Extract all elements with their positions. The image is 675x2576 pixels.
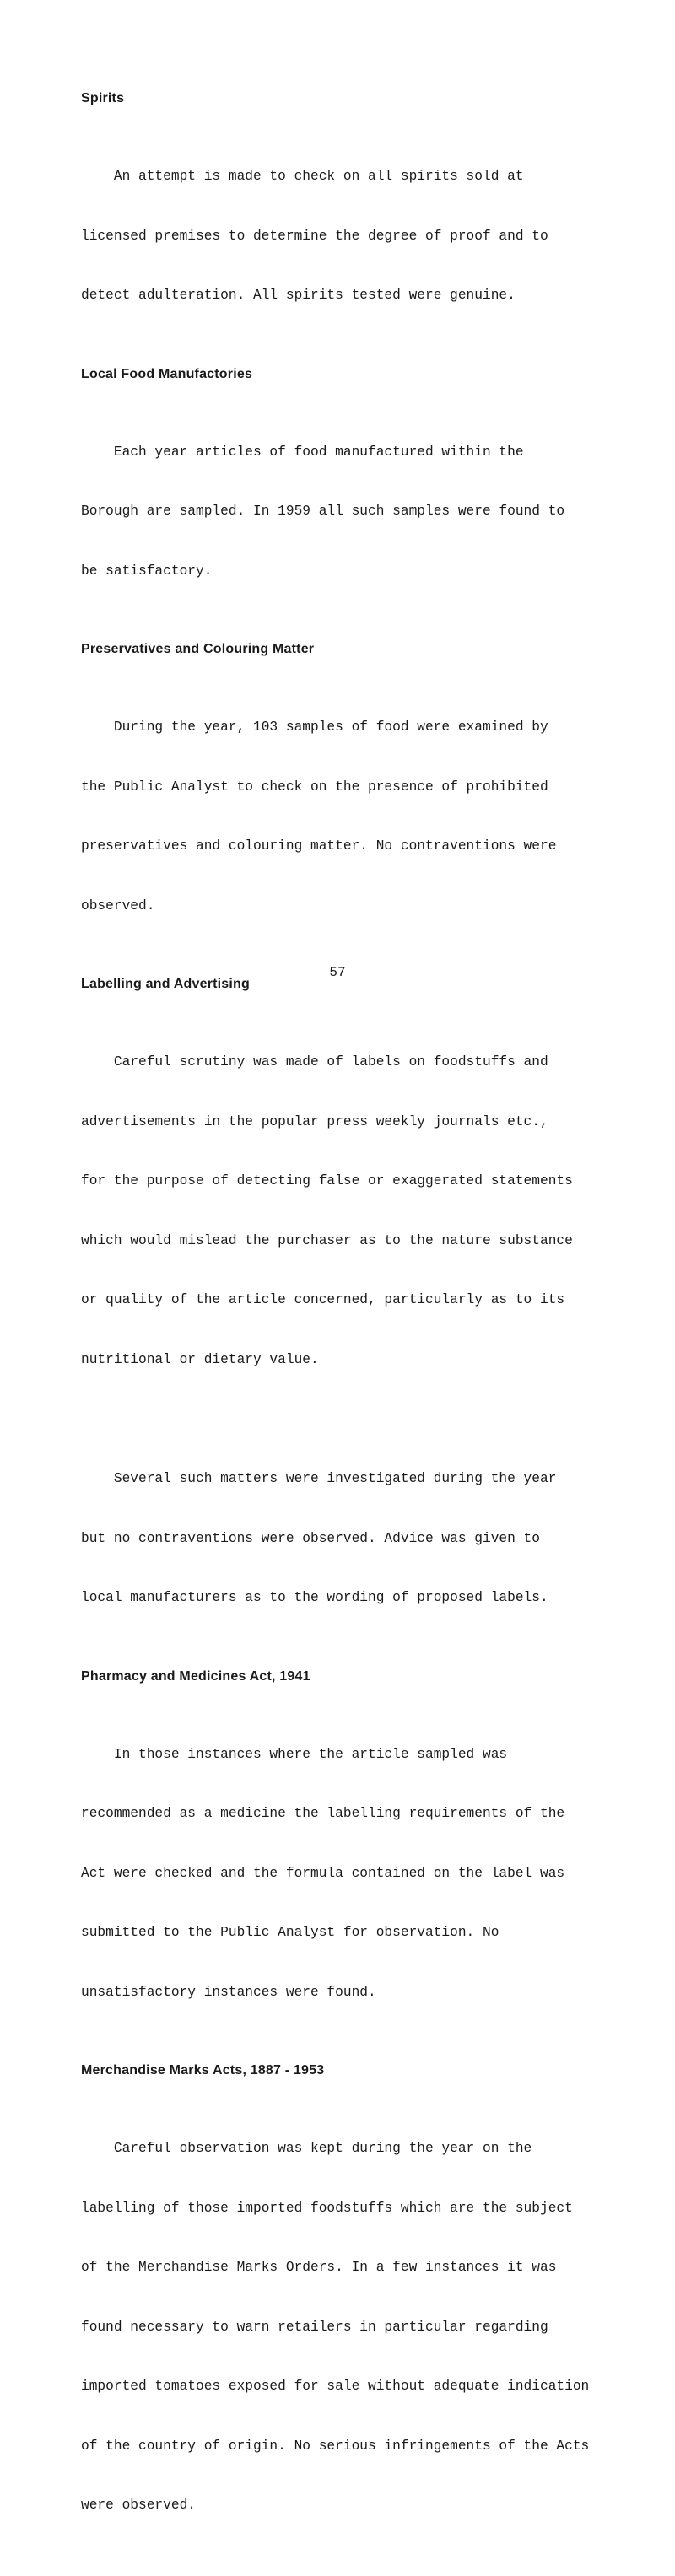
- text-line: observed.: [81, 897, 155, 913]
- paragraph: [81, 1706, 663, 2043]
- text-line: of the Merchandise Marks Orders. In a few instances it was: [81, 2260, 557, 2275]
- text-line: were observed.: [81, 2498, 196, 2513]
- text-line: An attempt is made to check on all spirits sold at: [81, 169, 524, 184]
- text-line: Several such matters were investigated during the year: [81, 1471, 557, 1486]
- text-line: unsatisfactory instances were found.: [81, 1984, 376, 2000]
- section-heading: Labelling and Advertising: [81, 977, 250, 991]
- text-line: advertisements in the popular press weekly journals etc.,: [81, 1113, 548, 1129]
- text-line: detect adulteration. All spirits tested were genuine.: [81, 288, 516, 303]
- section-heading: Pharmacy and Medicines Act, 1941: [81, 1668, 310, 1684]
- text-line: found necessary to warn retailers in particular regarding: [81, 2319, 548, 2335]
- text-line: licensed premises to determine the degree of proof and to: [81, 228, 548, 244]
- paragraph: [81, 127, 663, 346]
- text-line: for the purpose of detecting false or exaggerated statements: [81, 1173, 573, 1188]
- text-line: imported tomatoes exposed for sale without adequate indication: [81, 2379, 590, 2394]
- text-line: local manufacturers as to the wording of proposed labels.: [81, 1590, 548, 1605]
- text-line: but no contraventions were observed. Advice was given to: [81, 1530, 540, 1546]
- text-line: Careful scrutiny was made of labels on foodstuffs and: [81, 1054, 548, 1070]
- document-page: [81, 90, 663, 2576]
- section-heading: Spirits: [81, 91, 125, 105]
- text-line: Each year articles of food manufactured within the: [81, 444, 524, 460]
- section-preservatives: [81, 641, 663, 956]
- section-local-food-manufactories: [81, 366, 663, 622]
- section-pharmacy-act: [81, 1668, 663, 2043]
- section-heading: Local Food Manufactories: [81, 366, 253, 381]
- text-line: submitted to the Public Analyst for observation. No: [81, 1925, 500, 1940]
- section-heading: Merchandise Marks Acts, 1887 - 1953: [81, 2063, 325, 2078]
- text-line: Borough are sampled. In 1959 all such samples were found to: [81, 504, 565, 519]
- text-line: the Public Analyst to check on the presence of prohibited: [81, 779, 548, 795]
- text-line: which would mislead the purchaser as to the nature substance: [81, 1232, 573, 1248]
- section-merchandise-marks: [81, 2062, 663, 2556]
- paragraph: [81, 403, 663, 622]
- text-line: preservatives and colouring matter. No contraventions were: [81, 838, 557, 854]
- text-line: recommended as a medicine the labelling requirements of the: [81, 1806, 565, 1821]
- text-line: Act were checked and the formula contained on the label was: [81, 1865, 565, 1881]
- text-line: of the country of origin. No serious infringements of the Acts: [81, 2438, 590, 2454]
- text-line: labelling of those imported foodstuffs which are the subject: [81, 2200, 573, 2216]
- page-number: 57: [329, 965, 346, 980]
- paragraph: [81, 1430, 663, 1648]
- paragraph: [81, 2099, 663, 2556]
- text-line: nutritional or dietary value.: [81, 1351, 319, 1367]
- text-line: Careful observation was kept during the year on the: [81, 2141, 532, 2156]
- paragraph: [81, 678, 663, 956]
- text-line: be satisfactory.: [81, 563, 213, 579]
- section-spirits: [81, 90, 663, 346]
- text-line: In those instances where the article sampled was: [81, 1746, 508, 1762]
- text-line: or quality of the article concerned, particularly as to its: [81, 1292, 565, 1307]
- section-heading: Preservatives and Colouring Matter: [81, 642, 315, 656]
- text-line: During the year, 103 samples of food were examined by: [81, 719, 548, 735]
- section-labelling: [81, 976, 663, 1648]
- paragraph: [81, 1013, 663, 1409]
